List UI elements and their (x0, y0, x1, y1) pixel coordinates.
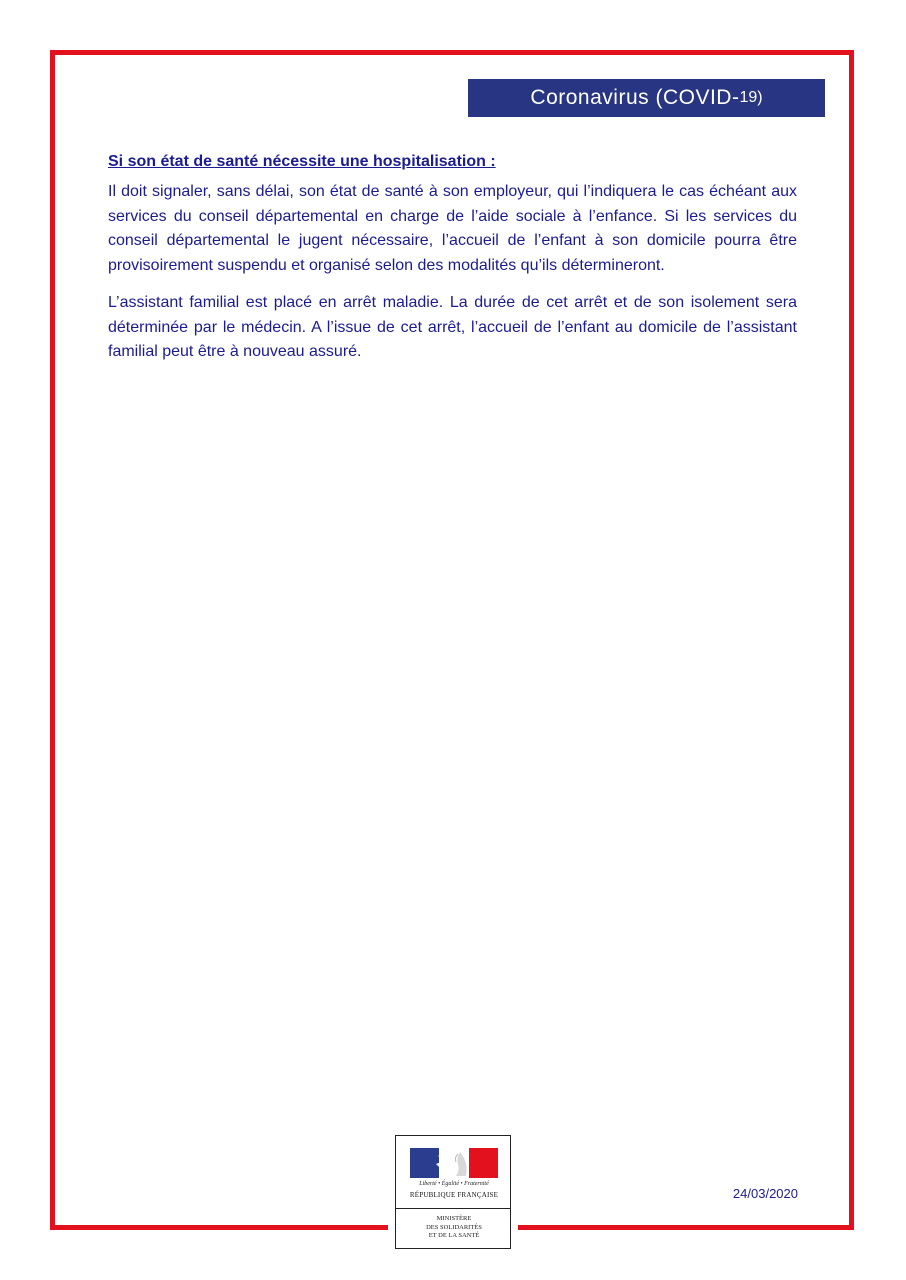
header-title-main: Coronavirus (COVID- (530, 86, 740, 109)
paragraph-employer-notification: Il doit signaler, sans délai, son état de santé à son employeur, qui l’indiquera le cas échéant aux services du conseil départemental en charge de l’aide sociale à l’enfance. Si les services du conseil départemental le jugent nécessaire, l’accueil de l’enfant à son domicile pourra être provisoirement suspendu et organisé selon des modalités qu’ils détermineront. (108, 183, 797, 274)
logo-divider (396, 1208, 510, 1209)
ministry-line: DES SOLIDARITÉS (426, 1223, 482, 1231)
document-date: 24/03/2020 (732, 1186, 798, 1201)
ministry-line: ET DE LA SANTÉ (428, 1232, 480, 1239)
paragraph-sick-leave: L’assistant familial est placé en arrêt maladie. La durée de cet arrêt et de son isolement sera déterminée par le médecin. A l’issue de cet arrêt, l’accueil de l’enfant au domicile de l’assistant familial peut être à nouveau assuré. (108, 294, 797, 360)
main-content (108, 150, 797, 378)
ministry-line: MINISTÈRE (436, 1215, 472, 1222)
ministry-logo (395, 1135, 511, 1249)
header-banner (468, 79, 825, 117)
marianne-icon (430, 1148, 470, 1178)
ministry-name (396, 1215, 512, 1241)
header-title-suffix: 19) (739, 89, 763, 106)
republic-name: RÉPUBLIQUE FRANÇAISE (409, 1191, 499, 1199)
section-heading: Si son état de santé nécessite une hospitalisation : (108, 153, 496, 170)
french-flag-icon (410, 1148, 498, 1178)
republic-motto: Liberté • Égalité • Fraternité (419, 1181, 489, 1187)
